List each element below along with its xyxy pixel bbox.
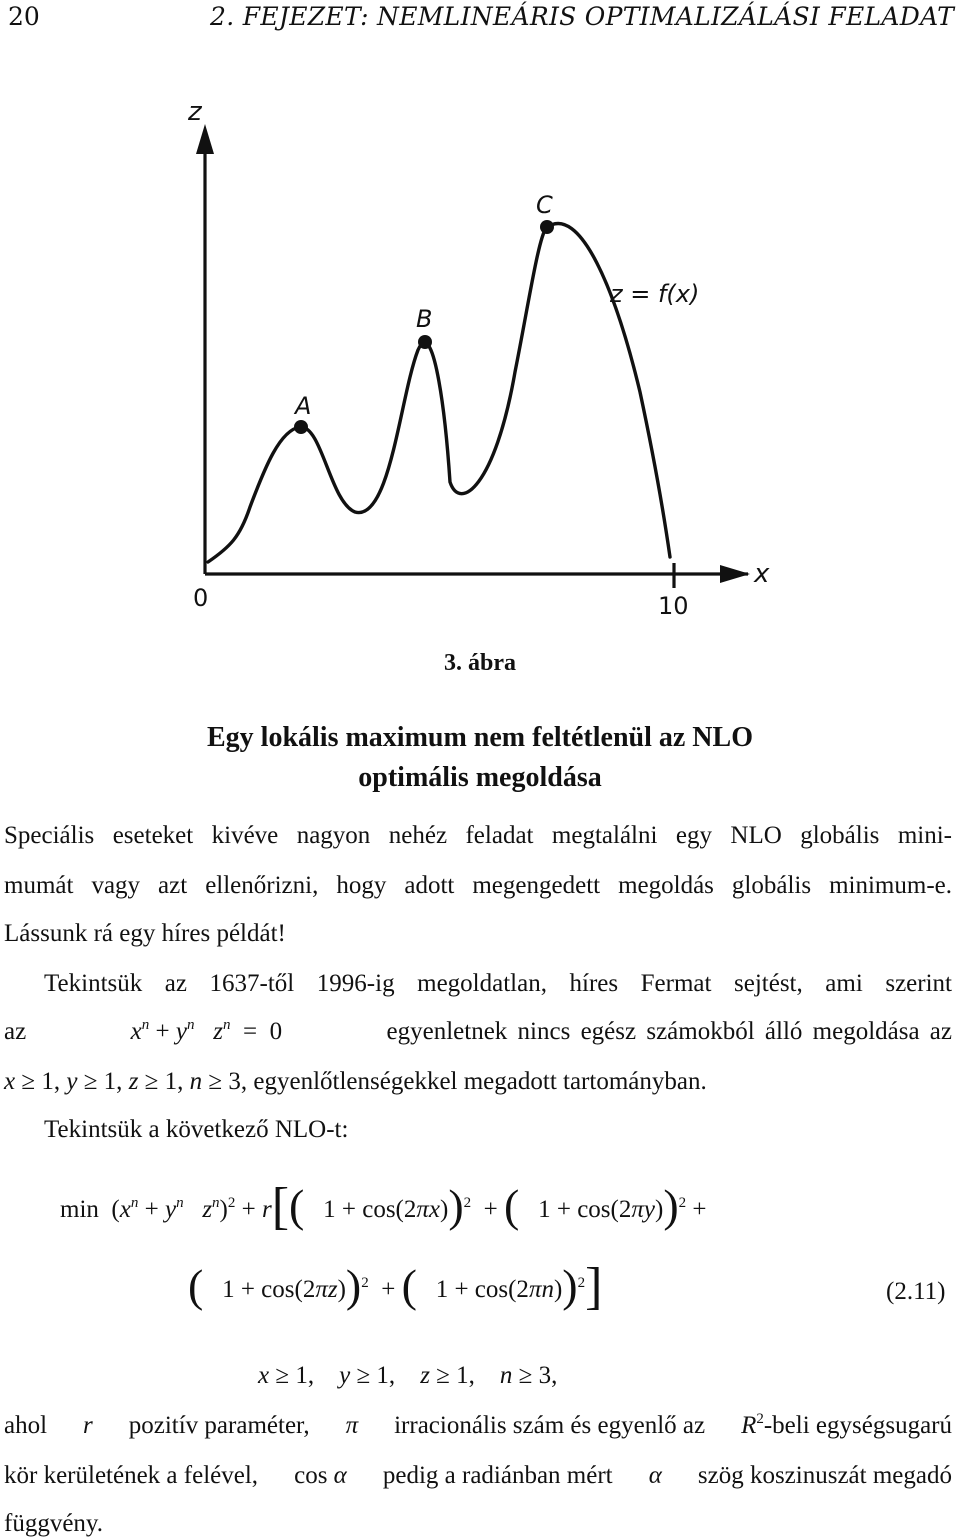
point-a-marker	[294, 420, 308, 434]
equation-line1: $\min (x^n + y^n$ $z^n)^2 + r$[( 1 + cos(2πx))$^2$ + ( 1 + cos(2πy))$^2$ +	[60, 1178, 707, 1235]
x-axis-label: x	[754, 559, 770, 589]
min-operator: min	[60, 1196, 99, 1223]
paragraph2-line2	[4, 1018, 952, 1046]
equation-line2: ( 1 + cos(2πz))$^2$ + ( 1 + cos(2πn))$^2$]	[188, 1258, 603, 1315]
origin-label: 0	[193, 584, 209, 612]
paragraph3-line1-mid: pozitív paraméter,	[128, 1412, 310, 1439]
paragraph1-line1: Speciális eseteket kivéve nagyon nehéz feladat megtalálni egy NLO globális mini-	[4, 822, 952, 849]
point-c-marker	[540, 220, 554, 234]
curve-label: z = f(x)	[610, 280, 700, 308]
paragraph3-line3: függvény.	[4, 1510, 104, 1537]
cos-alpha: cos α	[294, 1462, 347, 1489]
paragraph3-line2-b: pedig a radiánban mért	[382, 1462, 613, 1489]
function-curve	[208, 223, 670, 562]
paragraph3-line1: ahol r pozitív paraméter, π irracionális szám és egyenlő az $R^2$-beli egységsugarú	[4, 1411, 952, 1439]
word-ahol: ahol	[4, 1412, 48, 1439]
z-axis-arrowhead	[196, 124, 214, 154]
page-number: 20	[8, 2, 40, 31]
local-maximum-figure	[150, 92, 790, 632]
paragraph2-line2-rest: egyenletnek nincs egész számokból álló megoldása az	[386, 1018, 952, 1045]
paragraph3-line2-c: szög koszinuszát megadó	[697, 1462, 952, 1489]
paragraph2-line1: Tekintsük az 1637-től 1996-ig megoldatlan, híres Fermat sejtést, ami szerint	[44, 970, 952, 997]
x-axis-arrowhead	[720, 565, 750, 583]
figure-title-line1: Egy lokális maximum nem feltétlenül az NLO	[207, 722, 753, 753]
x-tick-label: 10	[658, 592, 689, 620]
fermat-equation: $x^n + y^n$ $z^n = 0$	[130, 1017, 283, 1045]
word-az: az	[4, 1018, 27, 1045]
point-a-label: A	[295, 392, 312, 420]
equation-number: (2.11)	[886, 1278, 946, 1305]
paragraph1-line3: Lássunk rá egy híres példát!	[4, 920, 286, 947]
paragraph3-line2: kör kerületének a felével, cos α pedig a radiánban mért α szög koszinuszát megadó	[4, 1462, 952, 1489]
paragraph2-line3	[4, 1068, 707, 1096]
paragraph1-line2: mumát vagy azt ellenőrizni, hogy adott megengedett megoldás globális minimum-e.	[4, 872, 952, 899]
paragraph2-line3-rest: egyenlőtlenségekkel megadott tartományban.	[253, 1068, 707, 1095]
paragraph2-line4: Tekintsük a következő NLO-t:	[44, 1116, 349, 1143]
chapter-title: 2. FEJEZET: NEMLINEÁRIS OPTIMALIZÁLÁSI FELADAT	[210, 2, 955, 31]
point-b-label: B	[416, 305, 433, 333]
point-c-label: C	[536, 191, 553, 219]
figure-label: 3. ábra	[444, 650, 516, 676]
axes	[205, 150, 748, 588]
equation-constraints: x ≥ 1, y ≥ 1, z ≥ 1, n ≥ 3,	[258, 1362, 558, 1389]
constraints-inline: x ≥ 1, y ≥ 1, z ≥ 1, n ≥ 3,	[4, 1068, 248, 1095]
paragraph3-line1-mid2: irracionális szám és egyenlő az	[394, 1412, 706, 1439]
r-squared: $R^2$-beli egységsugarú	[741, 1411, 952, 1439]
figure-title	[0, 718, 960, 798]
figure-title-line2: optimális megoldása	[358, 762, 602, 793]
z-axis-label: z	[188, 97, 202, 127]
point-b-marker	[418, 335, 432, 349]
paragraph3-line2-a: kör kerületének a felével,	[4, 1462, 259, 1489]
